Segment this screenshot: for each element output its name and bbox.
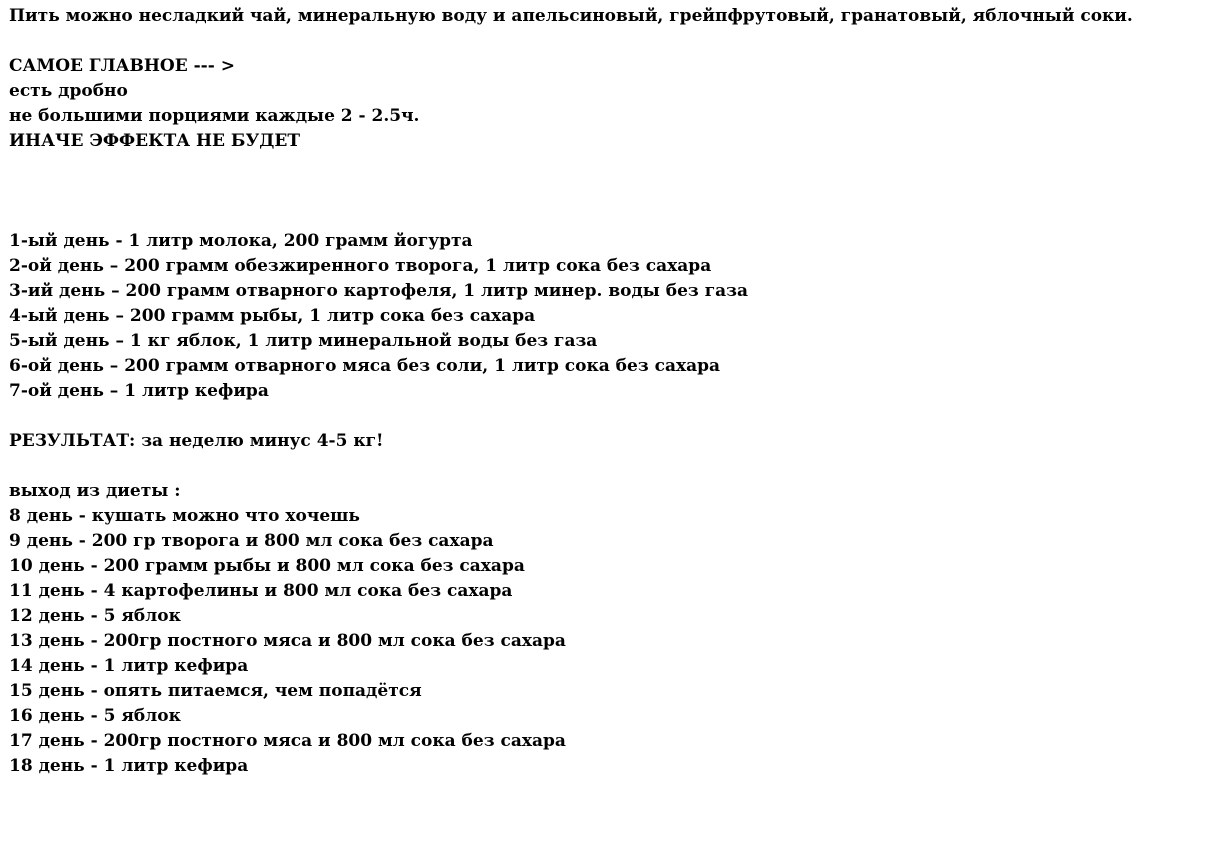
exit-day: 10 день - 200 грамм рыбы и 800 мл сока без сахара xyxy=(9,556,525,576)
exit-day: 13 день - 200гр постного мяса и 800 мл сока без сахара xyxy=(9,631,566,651)
exit-day: 14 день - 1 литр кефира xyxy=(9,656,249,676)
result-text: РЕЗУЛЬТАТ: за неделю минус 4-5 кг! xyxy=(9,431,384,451)
exit-plan-list xyxy=(9,504,1209,779)
plan-day: 6-ой день – 200 грамм отварного мяса без соли, 1 литр сока без сахара xyxy=(9,356,721,376)
plan-day: 4-ый день – 200 грамм рыбы, 1 литр сока без сахара xyxy=(9,306,536,326)
week-plan-list xyxy=(9,229,1209,404)
important-line: не большими порциями каждые 2 - 2.5ч. xyxy=(9,106,420,126)
plan-day: 1-ый день - 1 литр молока, 200 грамм йогурта xyxy=(9,231,473,251)
exit-day: 12 день - 5 яблок xyxy=(9,606,181,626)
spacer xyxy=(9,154,1209,229)
important-line: ИНАЧЕ ЭФФЕКТА НЕ БУДЕТ xyxy=(9,131,300,151)
spacer xyxy=(9,29,1209,54)
exit-title: выход из диеты : xyxy=(9,481,181,501)
plan-day: 5-ый день – 1 кг яблок, 1 литр минеральной воды без газа xyxy=(9,331,598,351)
exit-day: 15 день - опять питаемся, чем попадётся xyxy=(9,681,422,701)
exit-day: 16 день - 5 яблок xyxy=(9,706,181,726)
exit-day: 9 день - 200 гр творога и 800 мл сока без сахара xyxy=(9,531,494,551)
exit-day: 8 день - кушать можно что хочешь xyxy=(9,506,360,526)
exit-day: 18 день - 1 литр кефира xyxy=(9,756,249,776)
spacer xyxy=(9,404,1209,429)
plan-day: 3-ий день – 200 грамм отварного картофеля, 1 литр минер. воды без газа xyxy=(9,281,748,301)
important-line: САМОЕ ГЛАВНОЕ --- > xyxy=(9,56,235,76)
spacer xyxy=(9,454,1209,479)
intro-text: Пить можно несладкий чай, минеральную воду и апельсиновый, грейпфрутовый, гранатовый, яблочный соки. xyxy=(9,6,1133,26)
plan-day: 7-ой день – 1 литр кефира xyxy=(9,381,269,401)
exit-day: 17 день - 200гр постного мяса и 800 мл сока без сахара xyxy=(9,731,566,751)
document-body xyxy=(9,4,1209,779)
important-block xyxy=(9,54,1209,154)
exit-day: 11 день - 4 картофелины и 800 мл сока без сахара xyxy=(9,581,513,601)
important-line: есть дробно xyxy=(9,81,128,101)
plan-day: 2-ой день – 200 грамм обезжиренного творога, 1 литр сока без сахара xyxy=(9,256,712,276)
